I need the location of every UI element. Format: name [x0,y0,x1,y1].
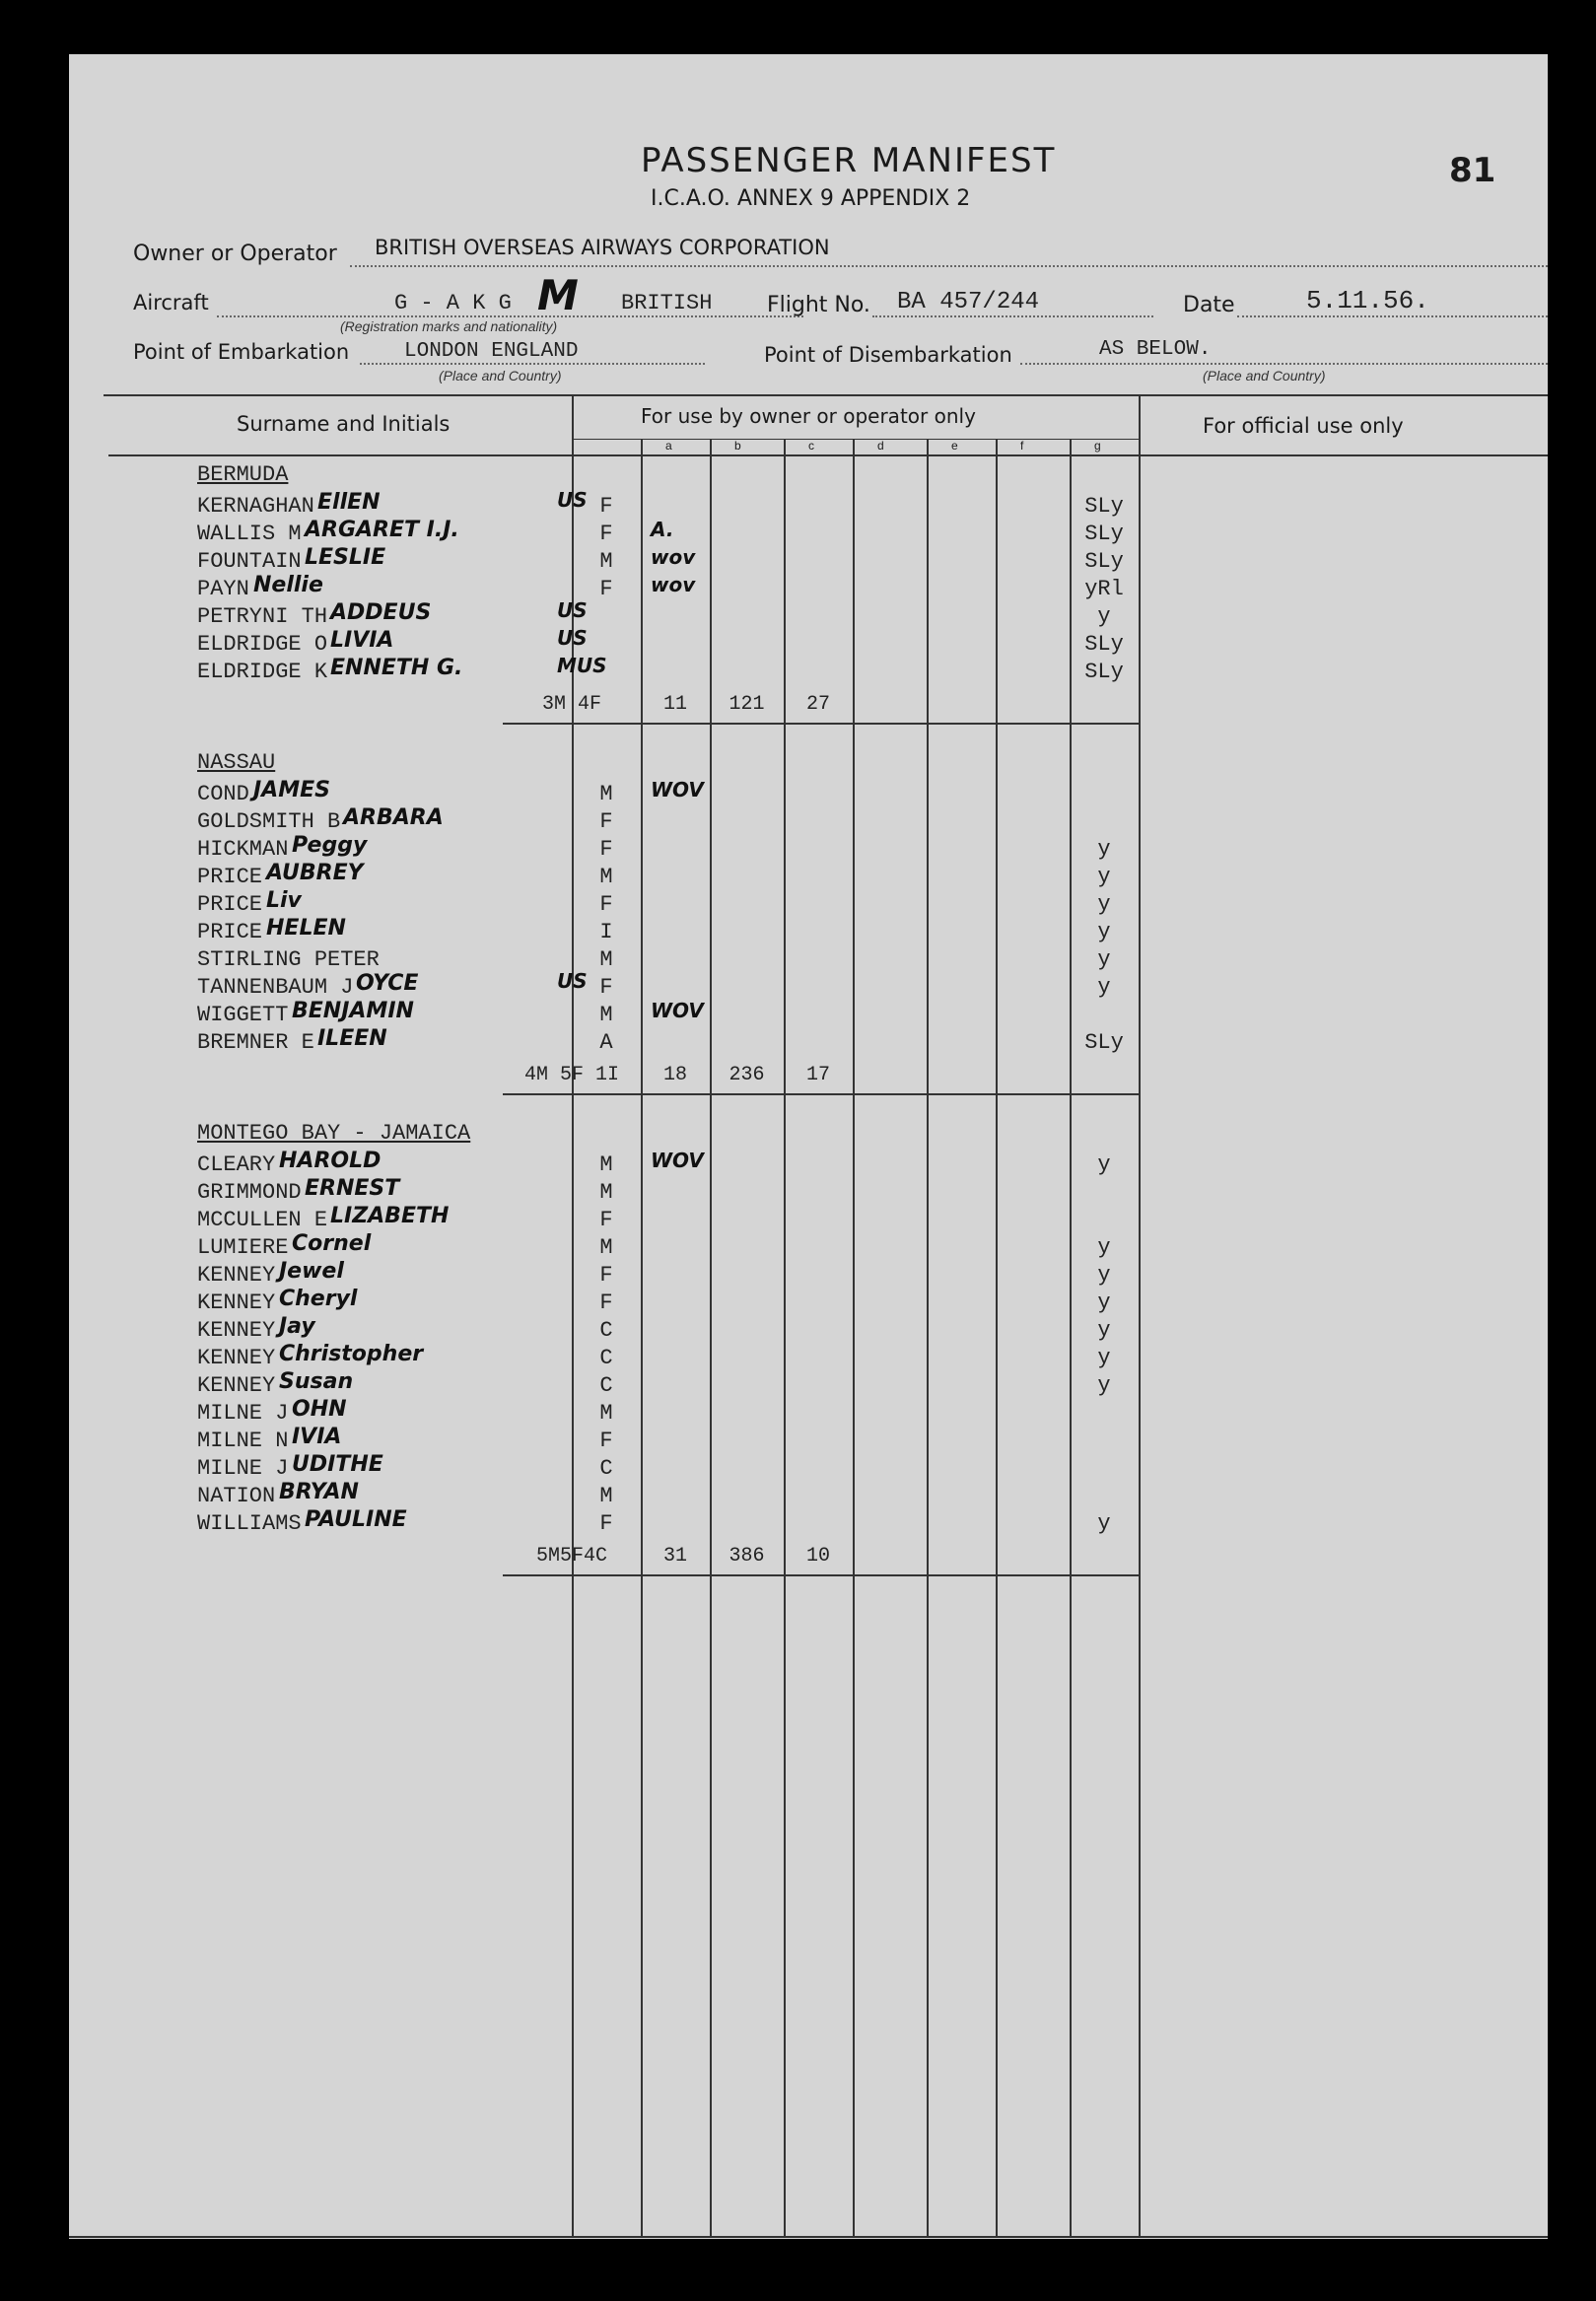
passenger-col-g: y [1097,1373,1111,1398]
passenger-surname: KENNEY [197,1263,276,1288]
passenger-col-b: WOV [651,999,704,1022]
passenger-given-name: HELEN [266,916,346,941]
aircraft-value: G - A K G [394,291,512,315]
col-surname-header: Surname and Initials [237,412,451,436]
section-total-c: 236 [729,1064,765,1086]
page-number: 81 [1449,151,1496,190]
passenger-surname: PRICE [197,865,263,889]
column-line [996,439,998,2236]
passenger-given-name: OHN [292,1397,347,1422]
passenger-surname: MCCULLEN E [197,1208,328,1232]
passenger-sex: C [599,1373,613,1398]
passenger-surname: WALLIS M [197,522,302,546]
owner-label: Owner or Operator [133,242,337,266]
passenger-nationality: MUS [557,654,607,677]
passenger-surname: MILNE J [197,1456,289,1481]
date-dotted-line [1237,315,1548,317]
section-heading: BERMUDA [197,462,289,487]
passenger-sex: M [599,549,613,574]
owner-dotted-line [350,265,1548,267]
passenger-col-g: y [1097,1235,1111,1260]
passenger-given-name: LIZABETH [330,1204,450,1228]
subcolumn-label: d [877,439,884,453]
passenger-given-name: ILEEN [317,1026,387,1051]
passenger-sex: F [599,577,613,601]
col-official-header: For official use only [1203,414,1404,438]
passenger-given-name: UDITHE [292,1452,383,1477]
passenger-col-g: SLy [1084,549,1124,574]
passenger-nationality: US [557,969,588,993]
passenger-surname: KERNAGHAN [197,494,314,519]
page-subtitle: I.C.A.O. ANNEX 9 APPENDIX 2 [651,186,971,211]
subcolumn-label: f [1020,439,1024,453]
manifest-page [69,54,1548,2239]
passenger-col-g: SLy [1084,1030,1124,1055]
passenger-sex: F [599,494,613,519]
passenger-sex: F [599,1429,613,1453]
passenger-col-b: wov [651,545,696,569]
passenger-given-name: Christopher [279,1342,424,1366]
embark-label: Point of Embarkation [133,340,350,364]
passenger-surname: KENNEY [197,1318,276,1343]
aircraft-hand: M [537,271,579,319]
passenger-given-name: Jewel [279,1259,344,1284]
passenger-col-g: y [1097,947,1111,972]
section-total-d: 27 [805,693,830,716]
passenger-surname: WILLIAMS [197,1511,302,1536]
col-owner-header: For use by owner or operator only [641,404,976,428]
passenger-given-name: Jay [279,1314,315,1339]
passenger-surname: GOLDSMITH B [197,809,341,834]
section-heading: MONTEGO BAY - JAMAICA [197,1121,471,1146]
passenger-col-g: y [1097,892,1111,917]
passenger-col-g: SLy [1084,632,1124,657]
passenger-sex: F [599,837,613,862]
passenger-surname: KENNEY [197,1373,276,1398]
passenger-col-b: wov [651,573,696,596]
column-line [853,439,855,2236]
column-line [1139,394,1141,2236]
embark-dotted-line [360,363,705,365]
passenger-given-name: LIVIA [330,628,394,653]
passenger-surname: BREMNER E [197,1030,314,1055]
section-total-b: 31 [662,1545,687,1568]
passenger-sex: C [599,1456,613,1481]
passenger-col-g: y [1097,1346,1111,1370]
passenger-given-name: OYCE [356,971,419,996]
passenger-col-g: y [1097,975,1111,1000]
passenger-sex: M [599,865,613,889]
passenger-surname: MILNE N [197,1429,289,1453]
passenger-col-g: y [1097,1290,1111,1315]
section-total-b: 11 [662,693,687,716]
subcolumn-label: e [951,439,958,453]
passenger-col-b: WOV [651,1149,704,1172]
passenger-given-name: IVIA [292,1425,342,1449]
passenger-sex: M [599,782,613,806]
passenger-surname: KENNEY [197,1346,276,1370]
passenger-given-name: Peggy [292,833,368,858]
passenger-given-name: ARGARET I.J. [305,518,459,542]
passenger-col-g: y [1097,1152,1111,1177]
passenger-col-g: y [1097,865,1111,889]
subcolumn-label: a [665,439,672,453]
section-total-count: 3M 4F [541,693,601,716]
table-bottom-border [69,2236,1548,2238]
owner-value: BRITISH OVERSEAS AIRWAYS CORPORATION [375,236,830,259]
page-title: PASSENGER MANIFEST [641,141,1057,180]
passenger-sex: M [599,1235,613,1260]
subcolumn-label: g [1094,439,1101,453]
passenger-given-name: BENJAMIN [292,999,414,1023]
passenger-sex: M [599,1401,613,1426]
passenger-given-name: Nellie [253,573,323,597]
passenger-surname: WIGGETT [197,1003,289,1027]
passenger-surname: ELDRIDGE O [197,632,328,657]
passenger-surname: CLEARY [197,1152,276,1177]
passenger-surname: PRICE [197,920,263,944]
section-total-count: 4M 5F 1I [523,1064,619,1086]
passenger-sex: F [599,522,613,546]
passenger-given-name: Liv [266,888,302,913]
passenger-surname: KENNEY [197,1290,276,1315]
passenger-surname: MILNE J [197,1401,289,1426]
passenger-surname: GRIMMOND [197,1180,302,1205]
passenger-col-b: A. [651,518,674,541]
passenger-surname: STIRLING PETER [197,947,380,972]
passenger-sex: M [599,1180,613,1205]
section-total-d: 10 [805,1545,830,1568]
passenger-surname: TANNENBAUM J [197,975,354,1000]
passenger-surname: PETRYNI TH [197,604,328,629]
flight-dotted-line [872,315,1153,317]
section-total-count: 5M5F4C [535,1545,607,1568]
date-label: Date [1183,293,1235,317]
section-total-line [503,723,1139,725]
passenger-given-name: JAMES [253,778,330,802]
passenger-nationality: US [557,626,588,650]
passenger-sex: M [599,947,613,972]
embark-note: (Place and Country) [439,368,562,384]
passenger-col-g: y [1097,604,1111,629]
passenger-sex: F [599,1208,613,1232]
disembark-dotted-line [1020,363,1548,365]
passenger-col-g: y [1097,1318,1111,1343]
passenger-col-g: SLy [1084,494,1124,519]
passenger-given-name: LESLIE [305,545,386,570]
passenger-given-name: EllEN [317,490,381,515]
flight-value: BA 457/244 [897,289,1040,315]
section-total-line [503,1093,1139,1095]
embark-value: LONDON ENGLAND [404,340,579,363]
disembark-note: (Place and Country) [1203,368,1326,384]
passenger-surname: HICKMAN [197,837,289,862]
aircraft-label: Aircraft [133,291,209,314]
section-total-b: 18 [662,1064,687,1086]
passenger-surname: PRICE [197,892,263,917]
passenger-sex: F [599,1511,613,1536]
passenger-given-name: ARBARA [343,805,444,830]
passenger-col-g: SLy [1084,660,1124,684]
table-header-border [108,454,1548,456]
passenger-sex: A [599,1030,613,1055]
passenger-given-name: ENNETH G. [330,656,463,680]
passenger-surname: ELDRIDGE K [197,660,328,684]
passenger-col-g: y [1097,1263,1111,1288]
column-line [927,439,929,2236]
section-total-line [503,1574,1139,1576]
aircraft-note: (Registration marks and nationality) [340,318,558,334]
passenger-given-name: Cheryl [279,1287,358,1311]
subcolumn-label: c [808,439,814,453]
passenger-sex: I [599,920,613,944]
passenger-surname: PAYN [197,577,249,601]
passenger-sex: F [599,1263,613,1288]
passenger-sex: M [599,1152,613,1177]
passenger-surname: NATION [197,1484,276,1508]
aircraft-dotted-line [217,315,803,317]
passenger-sex: C [599,1318,613,1343]
passenger-sex: M [599,1003,613,1027]
aircraft-nationality: BRITISH [621,291,713,315]
subcolumn-label: b [734,439,741,453]
passenger-given-name: HAROLD [279,1149,382,1173]
passenger-nationality: US [557,488,588,512]
section-total-c: 386 [729,1545,765,1568]
passenger-surname: COND [197,782,249,806]
passenger-col-b: WOV [651,778,704,802]
passenger-col-g: yRl [1084,577,1124,601]
passenger-col-g: y [1097,920,1111,944]
passenger-sex: F [599,1290,613,1315]
passenger-surname: LUMIERE [197,1235,289,1260]
passenger-given-name: Cornel [292,1231,372,1256]
passenger-sex: C [599,1346,613,1370]
flight-label: Flight No. [767,293,870,317]
passenger-sex: M [599,1484,613,1508]
date-value: 5.11.56. [1306,286,1429,315]
passenger-given-name: Susan [279,1369,354,1394]
passenger-col-g: SLy [1084,522,1124,546]
table-top-border [104,394,1548,396]
disembark-label: Point of Disembarkation [764,343,1012,367]
passenger-sex: F [599,809,613,834]
section-heading: NASSAU [197,750,276,775]
passenger-sex: F [599,975,613,1000]
subcol-header-border [572,439,1139,440]
passenger-given-name: BRYAN [279,1480,359,1504]
disembark-value: AS BELOW. [1099,338,1212,361]
passenger-surname: FOUNTAIN [197,549,302,574]
section-total-c: 121 [729,693,765,716]
passenger-nationality: US [557,598,588,622]
passenger-given-name: AUBREY [266,861,364,885]
passenger-given-name: ERNEST [305,1176,400,1201]
passenger-sex: F [599,892,613,917]
passenger-col-g: y [1097,1511,1111,1536]
passenger-given-name: PAULINE [305,1507,407,1532]
passenger-col-g: y [1097,837,1111,862]
passenger-given-name: ADDEUS [330,600,432,625]
section-total-d: 17 [805,1064,830,1086]
